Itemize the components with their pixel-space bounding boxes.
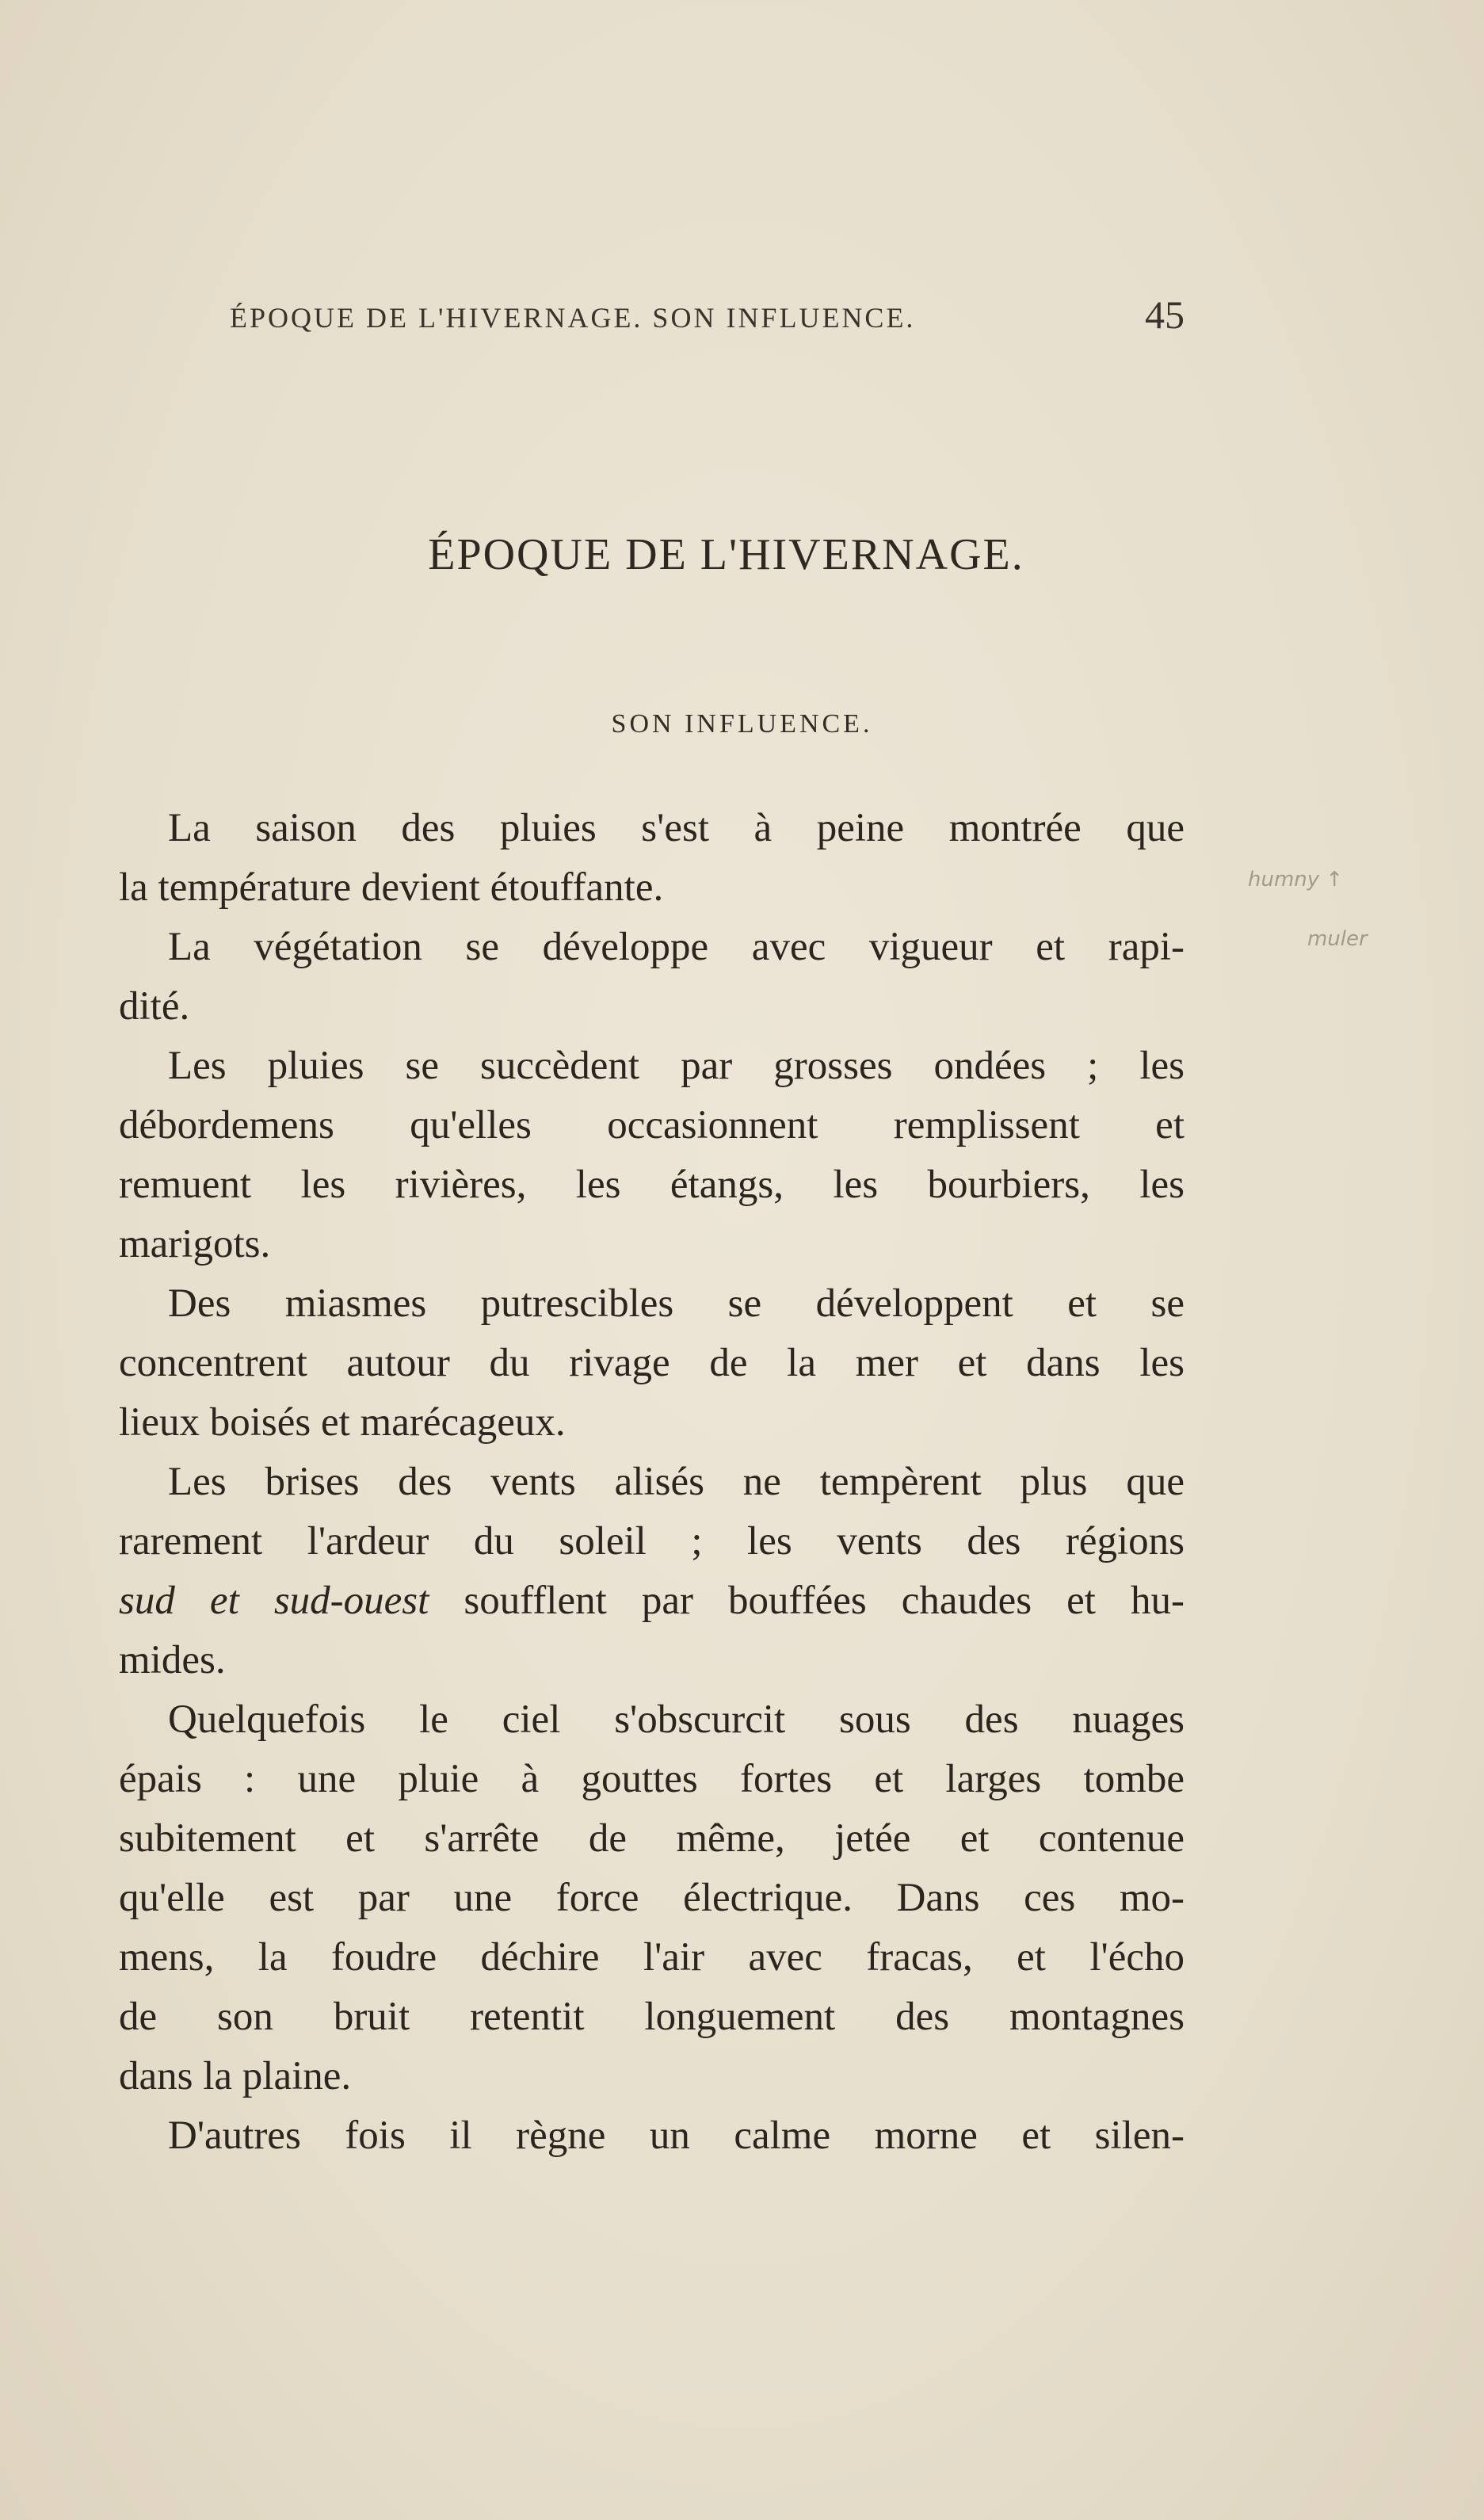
- text-line: la température devient étouffante.: [119, 865, 664, 910]
- text-line: dans la plaine.: [119, 2054, 352, 2098]
- text-line: épais : une pluie à gouttes fortes et larges tombe: [119, 1757, 1185, 1801]
- text-line: subitement et s'arrête de même, jetée et contenue: [119, 1816, 1185, 1861]
- text-line: La végétation se développe avec vigueur et rapi-: [168, 925, 1185, 969]
- text-line: dité.: [119, 984, 190, 1029]
- text-line: concentrent autour du rivage de la mer et dans les: [119, 1341, 1185, 1385]
- text-line: Les brises des vents alisés ne tempèrent plus que: [168, 1460, 1185, 1504]
- line-text: soufflent par bouffées chaudes et hu-: [429, 1579, 1185, 1623]
- italic-text: sud et sud-ouest: [119, 1579, 429, 1623]
- text-line: de son bruit retentit longuement des montagnes: [119, 1995, 1185, 2039]
- text-line: mens, la foudre déchire l'air avec fracas, et l'écho: [119, 1935, 1185, 1980]
- text-line: Les pluies se succèdent par grosses ondées ; les: [168, 1044, 1185, 1088]
- text-line: rarement l'ardeur du soleil ; les vents des régions: [119, 1519, 1185, 1564]
- section-title: SON INFLUENCE.: [611, 709, 873, 739]
- chapter-title: ÉPOQUE DE L'HIVERNAGE.: [428, 530, 1024, 579]
- text-line: La saison des pluies s'est à peine montrée que: [168, 806, 1185, 850]
- running-head: [230, 292, 1185, 342]
- text-line: [119, 1571, 1185, 1631]
- text-line: marigots.: [119, 1222, 271, 1266]
- text-line: D'autres fois il règne un calme morne et silen-: [168, 2113, 1185, 2158]
- text-line: mides.: [119, 1638, 226, 1682]
- text-line: Des miasmes putrescibles se développent et se: [168, 1281, 1185, 1326]
- text-line: lieux boisés et marécageux.: [119, 1400, 566, 1445]
- margin-note: humny ↑: [1248, 868, 1344, 892]
- text-line: qu'elle est par une force électrique. Dans ces mo-: [119, 1876, 1185, 1920]
- running-head-title: ÉPOQUE DE L'HIVERNAGE. SON INFLUENCE.: [230, 302, 916, 334]
- text-line: débordemens qu'elles occasionnent remplissent et: [119, 1103, 1185, 1147]
- text-line: remuent les rivières, les étangs, les bourbiers, les: [119, 1163, 1185, 1207]
- margin-note: muler: [1307, 927, 1368, 951]
- body-text: [119, 799, 1185, 2166]
- text-line: Quelquefois le ciel s'obscurcit sous des nuages: [168, 1697, 1185, 1742]
- page-number: 45: [1145, 292, 1185, 337]
